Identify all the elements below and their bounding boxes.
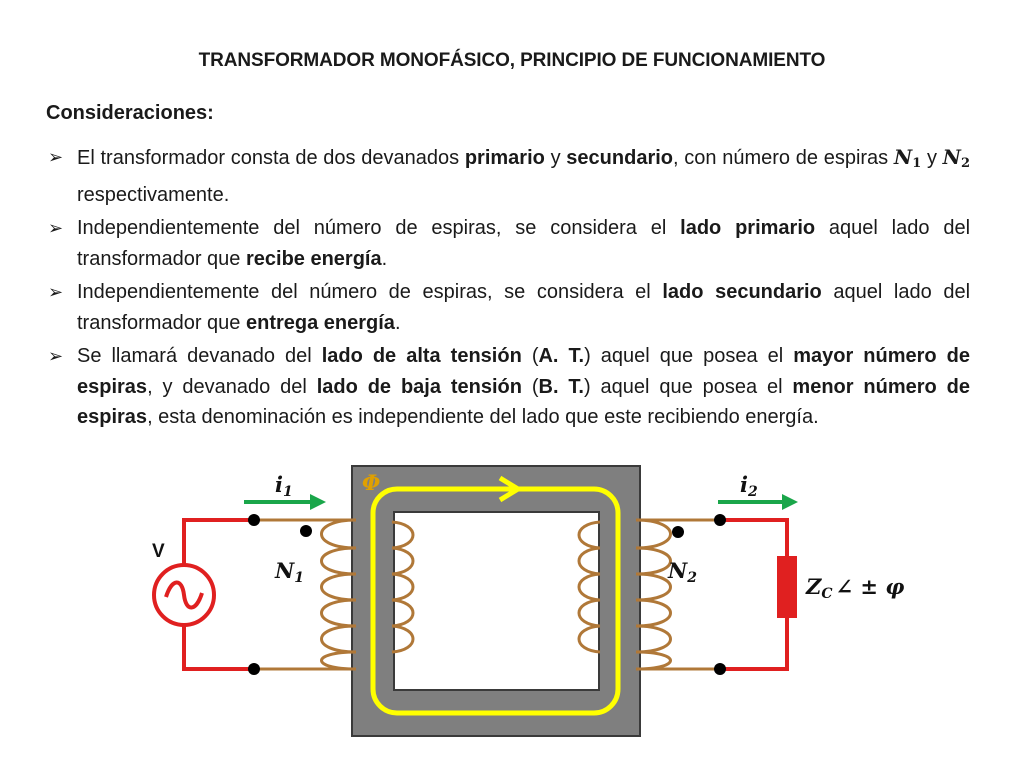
current-i1-label: i1 xyxy=(275,472,293,500)
arrow-bullet-icon: ➢ xyxy=(48,346,64,366)
text-run: Se llamará devanado del xyxy=(77,345,322,367)
text-bold: lado secundario xyxy=(662,281,822,303)
text-bold: secundario xyxy=(566,147,673,169)
math-n1: $N_1$ xyxy=(893,145,922,171)
text-bold: mayor número de espiras xyxy=(77,345,970,398)
text-bold: lado primario xyxy=(680,217,816,239)
polarity-dot-secondary xyxy=(672,526,684,538)
turns-n2-label: N2 xyxy=(668,558,697,586)
text-run: ) aquel que posea el xyxy=(583,375,793,398)
current-i2-label: i2 xyxy=(740,472,758,500)
text-run: ( xyxy=(521,375,539,398)
text-run: Independientemente del número de espiras, se considera el xyxy=(77,281,663,303)
text-run: Independientemente del número de espiras, se considera el xyxy=(77,217,681,239)
text-run: . xyxy=(381,247,388,270)
load-impedance-label: ZC ∠ ± φ xyxy=(806,574,905,602)
text-bold: lado de alta tensión xyxy=(321,345,522,367)
text-bold: recibe energía xyxy=(245,247,382,270)
text-run: respectivamente. xyxy=(77,183,230,206)
text-run: , y devanado del xyxy=(147,375,317,398)
text-run: , con número de espiras xyxy=(673,147,894,169)
polarity-dot-primary xyxy=(300,525,312,537)
text-run: El transformador consta de dos devanados xyxy=(77,147,465,169)
math-n2: $N_2$ xyxy=(942,145,970,171)
text-bold: A. T. xyxy=(538,345,585,367)
text-run: , esta denominación es independiente del lado que este recibiendo energía. xyxy=(147,406,819,428)
text-run: ) aquel que posea el xyxy=(584,345,794,367)
arrow-bullet-icon: ➢ xyxy=(48,218,64,238)
voltage-label: V xyxy=(152,541,165,562)
text-run: aquel lado del transformador que xyxy=(77,217,971,270)
text-run: y xyxy=(921,147,943,169)
load-circuit xyxy=(720,520,797,669)
page-title: TRANSFORMADOR MONOFÁSICO, PRINCIPIO DE FUNCIONAMIENTO xyxy=(198,50,826,71)
arrow-bullet-icon: ➢ xyxy=(48,147,64,167)
flux-label: Φ xyxy=(362,470,381,495)
text-run: y xyxy=(544,147,567,169)
text-bold: primario xyxy=(464,147,545,169)
text-bold: lado de baja tensión xyxy=(316,375,522,398)
source-circuit xyxy=(154,520,254,669)
current-arrow-i2 xyxy=(718,494,798,510)
text-bold: entrega energía xyxy=(245,311,395,334)
text-bold: menor número de espiras xyxy=(77,375,970,428)
text-run: . xyxy=(394,311,401,334)
text-run: ( xyxy=(521,345,539,367)
arrow-bullet-icon: ➢ xyxy=(48,282,64,302)
text-bold: B. T. xyxy=(538,375,584,398)
text-run: aquel lado del transformador que xyxy=(77,281,971,334)
section-heading: Consideraciones: xyxy=(46,102,214,124)
turns-n1-label: N1 xyxy=(275,558,304,586)
load-impedance-icon xyxy=(777,556,797,618)
